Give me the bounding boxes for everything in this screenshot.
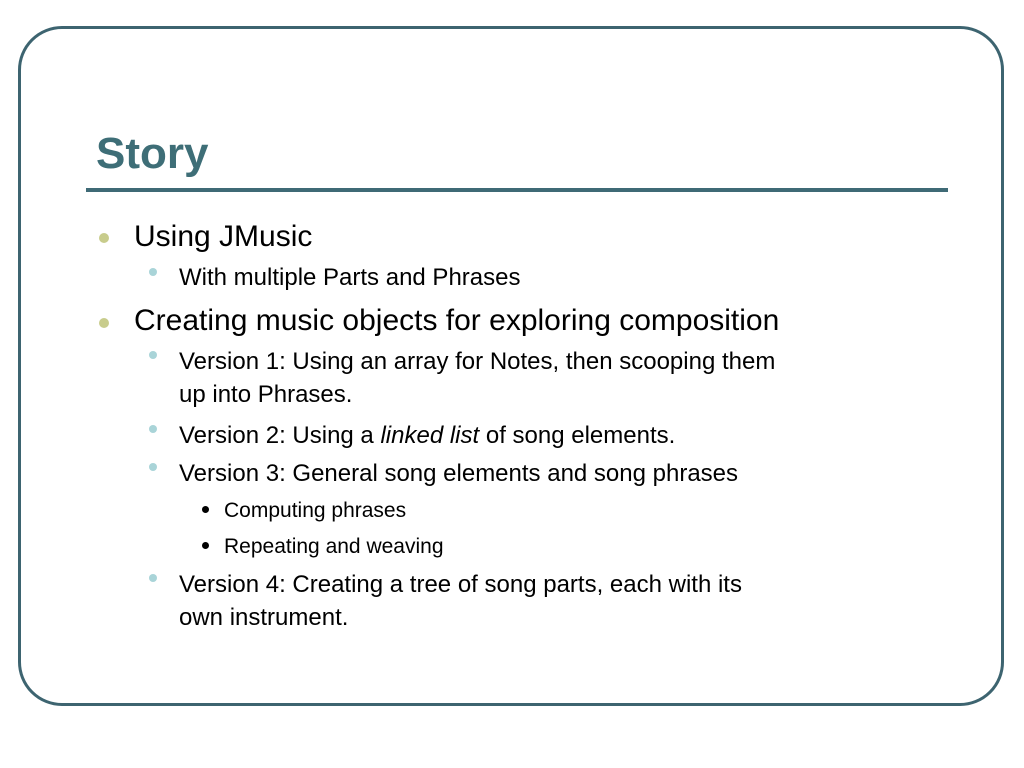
level2-bullet-icon	[149, 463, 157, 471]
level1-bullet-icon	[99, 233, 109, 243]
sub-bullet-item: Version 1: Using an array for Notes, then scooping them	[179, 348, 776, 375]
level2-bullet-icon	[149, 425, 157, 433]
sub-bullet-item: Version 4: Creating a tree of song parts, each with its	[179, 571, 742, 598]
sub-bullet-item-continuation: up into Phrases.	[179, 381, 353, 408]
sub-bullet-italic-text: linked list	[380, 422, 480, 449]
level2-bullet-icon	[149, 351, 157, 359]
bullet-item: Using JMusic	[134, 220, 313, 253]
sub-bullet-item: Version 3: General song elements and song phrases	[179, 460, 739, 487]
sub-sub-bullet-item: Computing phrases	[224, 499, 407, 522]
level3-bullet-icon	[202, 506, 209, 513]
sub-bullet-item	[179, 419, 675, 452]
sub-bullet-item: With multiple Parts and Phrases	[179, 264, 521, 291]
level3-bullet-icon	[202, 542, 209, 549]
level2-bullet-icon	[149, 268, 157, 276]
level2-bullet-icon	[149, 574, 157, 582]
sub-sub-bullet-item: Repeating and weaving	[224, 535, 444, 558]
sub-bullet-text: Version 2: Using a	[179, 422, 381, 449]
slide-title: Story	[96, 129, 209, 178]
sub-bullet-text: of song elements.	[479, 422, 676, 449]
level1-bullet-icon	[99, 318, 109, 328]
sub-bullet-item-continuation: own instrument.	[179, 604, 349, 631]
bullet-item: Creating music objects for exploring composition	[134, 304, 780, 337]
